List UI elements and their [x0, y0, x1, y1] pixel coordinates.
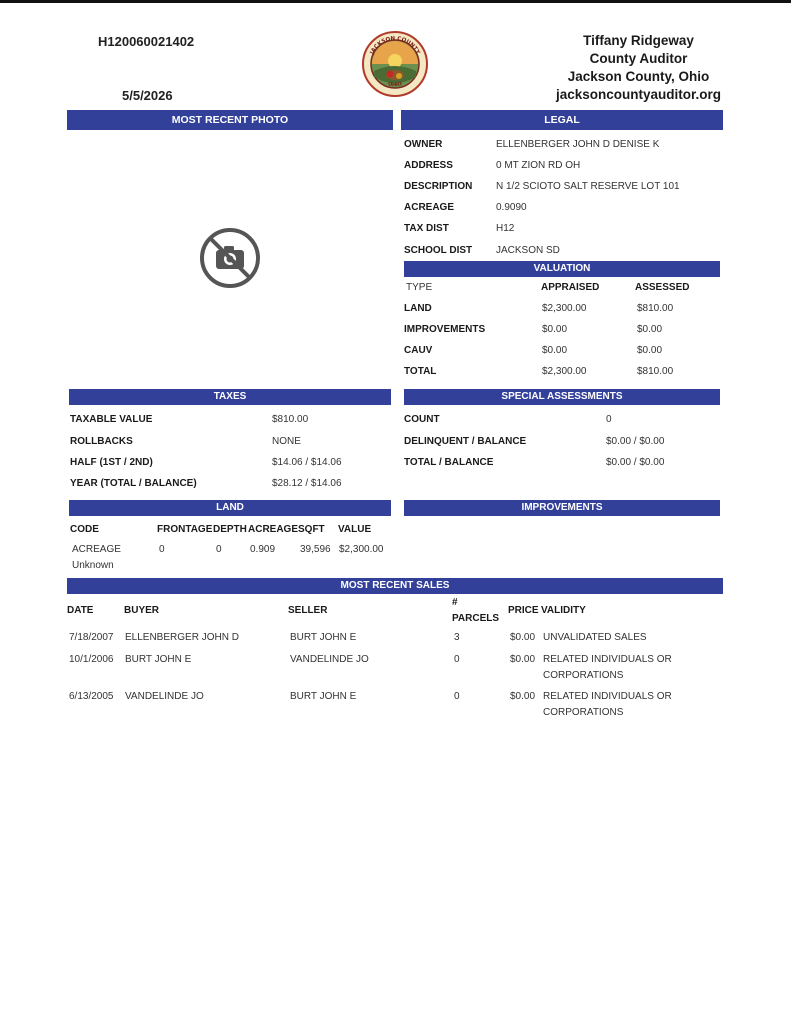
- tax-label: YEAR (TOTAL / BALANCE): [70, 478, 197, 489]
- land-depth: 0: [216, 544, 222, 555]
- no-camera-icon: [199, 227, 261, 289]
- sales-col-header: PARCELS: [452, 613, 500, 624]
- sale-date: 10/1/2006: [69, 654, 114, 665]
- assessment-label: DELINQUENT / BALANCE: [404, 436, 527, 447]
- valuation-assessed: $810.00: [637, 366, 674, 377]
- land-sqft: 39,596: [300, 544, 331, 555]
- legal-value: N 1/2 SCIOTO SALT RESERVE LOT 101: [496, 181, 680, 192]
- sales-header: MOST RECENT SALES: [67, 578, 723, 594]
- improvements-header: IMPROVEMENTS: [404, 500, 720, 516]
- sale-parcels: 0: [454, 654, 460, 665]
- legal-label: OWNER: [404, 139, 443, 150]
- valuation-appraised: $0.00: [542, 324, 568, 335]
- sale-date: 7/18/2007: [69, 632, 114, 643]
- county-seal: [362, 31, 428, 97]
- tax-value: NONE: [272, 436, 301, 447]
- sales-col-header: PRICE: [508, 605, 539, 616]
- land-code: ACREAGE: [72, 544, 121, 555]
- legal-value: 0 MT ZION RD OH: [496, 160, 581, 171]
- county-name: Jackson County, Ohio: [567, 69, 710, 84]
- valuation-appraised: $0.00: [542, 345, 568, 356]
- sales-col-header: SELLER: [288, 605, 328, 616]
- sale-seller: VANDELINDE JO: [290, 654, 369, 665]
- assessment-label: TOTAL / BALANCE: [404, 457, 494, 468]
- assessment-value: $0.00 / $0.00: [606, 457, 665, 468]
- valuation-type: CAUV: [404, 345, 433, 356]
- legal-header: LEGAL: [401, 110, 723, 130]
- taxes-header: TAXES: [69, 389, 391, 405]
- land-frontage: 0: [159, 544, 165, 555]
- seal-top-text: JACKSON COUNTY: [369, 35, 421, 56]
- legal-value: ELLENBERGER JOHN D DENISE K: [496, 139, 660, 150]
- sale-parcels: 0: [454, 691, 460, 702]
- assessment-value: 0: [606, 414, 612, 425]
- land-note: Unknown: [72, 560, 114, 571]
- parcel-id: H120060021402: [98, 34, 195, 49]
- legal-value: JACKSON SD: [496, 245, 560, 256]
- valuation-col-header: APPRAISED: [541, 282, 600, 293]
- sale-price: $0.00: [510, 654, 536, 665]
- auditor-info: [556, 32, 721, 104]
- land-col-header: VALUE: [338, 524, 372, 535]
- website[interactable]: jacksoncountyauditor.org: [555, 87, 721, 102]
- sale-validity: UNVALIDATED SALES: [543, 632, 647, 643]
- valuation-assessed: $0.00: [637, 324, 663, 335]
- valuation-assessed: $0.00: [637, 345, 663, 356]
- report-date: 5/5/2026: [122, 88, 173, 103]
- sale-seller: BURT JOHN E: [290, 691, 357, 702]
- assessment-label: COUNT: [404, 414, 440, 425]
- tax-value: $28.12 / $14.06: [272, 478, 342, 489]
- sale-validity-cont: CORPORATIONS: [543, 670, 624, 681]
- valuation-header: VALUATION: [404, 261, 720, 277]
- sale-buyer: BURT JOHN E: [125, 654, 192, 665]
- sale-price: $0.00: [510, 691, 536, 702]
- legal-label: ACREAGE: [404, 202, 455, 213]
- valuation-appraised: $2,300.00: [542, 303, 587, 314]
- sale-parcels: 3: [454, 632, 460, 643]
- tax-value: $810.00: [272, 414, 309, 425]
- svg-text:OHIO: [387, 81, 402, 88]
- valuation-appraised: $2,300.00: [542, 366, 587, 377]
- valuation-assessed: $810.00: [637, 303, 674, 314]
- legal-value: 0.9090: [496, 202, 527, 213]
- sales-col-header: VALIDITY: [541, 605, 586, 616]
- auditor-title: County Auditor: [589, 51, 688, 66]
- top-border: [0, 0, 791, 3]
- tax-label: ROLLBACKS: [70, 436, 133, 447]
- sales-col-header: DATE: [67, 605, 94, 616]
- legal-label: SCHOOL DIST: [404, 245, 473, 256]
- sale-validity-cont: CORPORATIONS: [543, 707, 624, 718]
- sale-price: $0.00: [510, 632, 536, 643]
- sale-validity: RELATED INDIVIDUALS OR: [543, 691, 672, 702]
- valuation-type: TOTAL: [404, 366, 437, 377]
- valuation-col-header: ASSESSED: [635, 282, 690, 293]
- land-acreage: 0.909: [250, 544, 276, 555]
- valuation-type: LAND: [404, 303, 432, 314]
- land-col-header: SQFT: [298, 524, 325, 535]
- land-header: LAND: [69, 500, 391, 516]
- land-col-header: CODE: [70, 524, 99, 535]
- sale-date: 6/13/2005: [69, 691, 114, 702]
- sales-col-header: BUYER: [124, 605, 160, 616]
- legal-label: ADDRESS: [404, 160, 453, 171]
- sale-buyer: ELLENBERGER JOHN D: [125, 632, 239, 643]
- photo-header: MOST RECENT PHOTO: [67, 110, 393, 130]
- special-assessments-header: SPECIAL ASSESSMENTS: [404, 389, 720, 405]
- legal-label: DESCRIPTION: [404, 181, 473, 192]
- land-value: $2,300.00: [339, 544, 384, 555]
- sale-validity: RELATED INDIVIDUALS OR: [543, 654, 672, 665]
- land-col-header: ACREAGE: [248, 524, 299, 535]
- legal-value: H12: [496, 223, 515, 234]
- tax-value: $14.06 / $14.06: [272, 457, 342, 468]
- seal-bottom-text: OHIO: [387, 81, 403, 89]
- valuation-col-header: TYPE: [406, 282, 433, 293]
- sale-buyer: VANDELINDE JO: [125, 691, 204, 702]
- sale-seller: BURT JOHN E: [290, 632, 357, 643]
- legal-label: TAX DIST: [404, 223, 449, 234]
- land-col-header: FRONTAGE: [157, 524, 213, 535]
- tax-label: HALF (1ST / 2ND): [70, 457, 153, 468]
- assessment-value: $0.00 / $0.00: [606, 436, 665, 447]
- land-col-header: DEPTH: [213, 524, 247, 535]
- tax-label: TAXABLE VALUE: [70, 414, 153, 425]
- sales-col-header: #: [452, 597, 458, 608]
- auditor-name: Tiffany Ridgeway: [583, 33, 694, 48]
- valuation-type: IMPROVEMENTS: [404, 324, 486, 335]
